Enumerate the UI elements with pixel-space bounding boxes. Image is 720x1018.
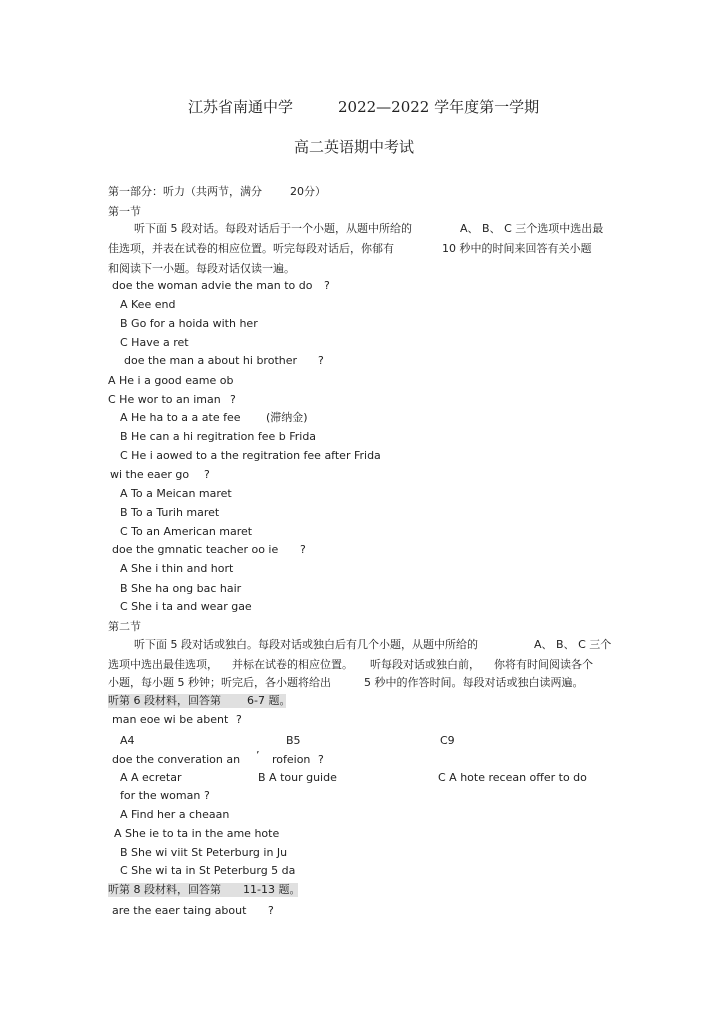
section1-instruction: 听下面 5 段对话。每段对话后于一个小题，从题中所给的 [134, 222, 412, 235]
question-mark: ? [318, 354, 324, 367]
question-text: doe the man a about hi brother [124, 354, 298, 367]
option-text: A Find her a cheaan [120, 808, 230, 821]
question-mark: ? [300, 543, 306, 556]
option-text: C A hote recean offer to do [438, 771, 587, 784]
option-text: B Go for a hoida with her [120, 317, 258, 330]
material-range: 11-13 题。 [243, 883, 301, 896]
question-text: doe the woman advie the man to do [112, 279, 313, 292]
option-text: A A ecretar [120, 771, 182, 784]
material-header [108, 694, 291, 708]
option-text: B5 [286, 734, 301, 747]
option-text: A4 [120, 734, 135, 747]
material-range: 6-7 题。 [247, 694, 291, 707]
question-text: rofeion [272, 753, 311, 766]
option-text: B A tour guide [258, 771, 337, 784]
option-text: B He can a hi regitration fee b Frida [120, 430, 317, 443]
option-text: C Have a ret [120, 336, 189, 349]
option-text: C He wor to an iman [108, 393, 221, 406]
section2-instruction: 听每段对话或独白前， [370, 658, 480, 671]
option-text: A She i thin and hort [120, 562, 234, 575]
section1-instruction: 佳选项，并表在试卷的相应位置。听完每段对话后，你郁有 [108, 242, 394, 255]
question-mark: ? [324, 279, 330, 292]
section2-instruction: A、 B、 C 三个 [534, 638, 612, 651]
option-text: B She wi viit St Peterburg in Ju [120, 846, 288, 859]
school-name: 江苏省南通中学 [188, 98, 294, 116]
option-text: A To a Meican maret [120, 487, 232, 500]
section2-title: 第二节 [108, 620, 141, 633]
material-header [108, 883, 301, 897]
question-mark: ? [236, 713, 242, 726]
material-label: 听第 8 段材料，回答第 [108, 883, 221, 896]
question-text: wi the eaer go [110, 468, 190, 481]
option-text: B She ha ong bac hair [120, 582, 242, 595]
question-text: doe the converation an [112, 753, 241, 766]
option-text: C She i ta and wear gae [120, 600, 252, 613]
section2-instruction: 听下面 5 段对话或独白。每段对话或独白后有几个小题，从题中所给的 [134, 638, 478, 651]
section1-instruction: A、 B、 C 三个选项中选出最 [460, 222, 604, 235]
option-text: C She wi ta in St Peterburg 5 da [120, 864, 296, 877]
option-text: A He i a good eame ob [108, 374, 234, 387]
option-text: B To a Turih maret [120, 506, 220, 519]
section2-instruction: 并标在试卷的相应位置。 [232, 658, 353, 671]
part1-heading: 第一部分：听力（共两节，满分 [108, 185, 262, 198]
section1-title: 第一节 [108, 205, 141, 218]
exam-title: 高二英语期中考试 [294, 138, 415, 156]
option-text: C To an American maret [120, 525, 253, 538]
section2-instruction: 选项中选出最佳选项， [108, 658, 218, 671]
question-mark: ? [318, 753, 324, 766]
question-mark: ? [204, 468, 210, 481]
annotation-note: (滞纳金) [266, 411, 308, 424]
section1-instruction: 10 秒中的时间来回答有关小题 [442, 242, 592, 255]
material-label: 听第 6 段材料，回答第 [108, 694, 221, 707]
section2-instruction: 5 秒中的作答时间。每段对话或独白读两遍。 [364, 676, 584, 689]
section2-instruction: 小题，每小题 5 秒钟；听完后，各小题将给出 [108, 676, 331, 689]
question-text: doe the gmnatic teacher oo ie [112, 543, 279, 556]
option-text: C He i aowed to a the regitration fee after Frida [120, 449, 381, 462]
part1-score: 20分） [290, 185, 326, 198]
academic-year: 2022—2022 学年度第一学期 [338, 98, 540, 116]
question-text: are the eaer taing about [112, 904, 247, 917]
question-mark: ? [268, 904, 274, 917]
punctuation-mark: ’ [256, 749, 260, 762]
question-mark: ? [204, 789, 210, 802]
option-text: A He ha to a a ate fee [120, 411, 241, 424]
option-text: A She ie to ta in the ame hote [114, 827, 280, 840]
option-text: C9 [440, 734, 455, 747]
question-text: man eoe wi be abent [112, 713, 229, 726]
question-text: for the woman [120, 789, 201, 802]
option-text: A Kee end [120, 298, 176, 311]
section2-instruction: 你将有时间阅读各个 [494, 658, 593, 671]
question-mark: ? [230, 393, 236, 406]
section1-instruction: 和阅读下一小题。每段对话仅读一遍。 [108, 262, 295, 275]
